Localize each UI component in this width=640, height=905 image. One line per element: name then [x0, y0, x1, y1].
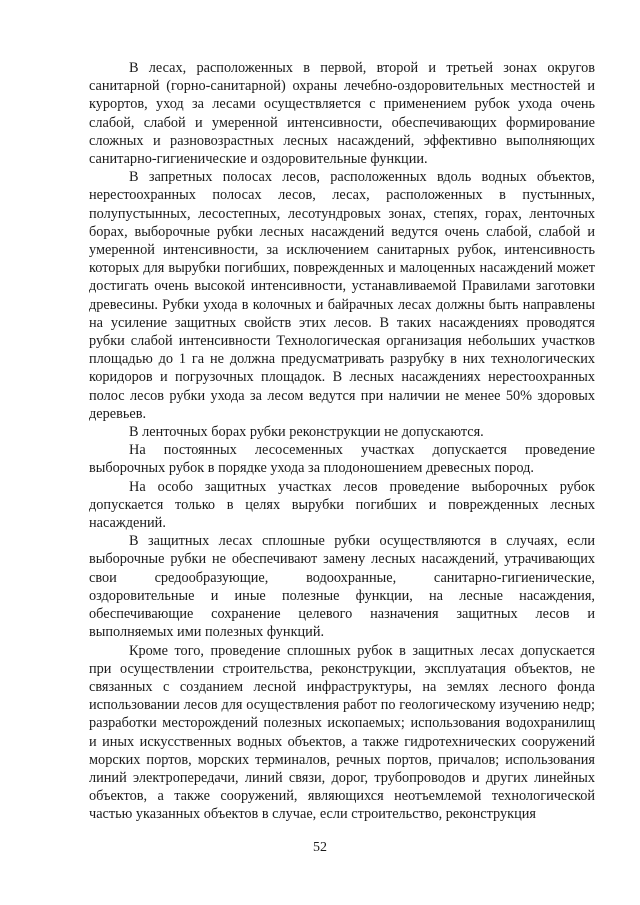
- paragraph-ribbon-forests: В ленточных борах рубки реконструкции не допускаются.: [129, 424, 484, 441]
- paragraph-sanitary-zones: В лесах, расположенных в первой, второй и третьей зонах округов санитарной (горно-санитарной) охраны лечебно-оздоровительных местностей и курортов, уход за лесами осуществляется с применением рубок ухода очень слабой, слабой и умеренной интенсивности, обеспечивающих формирование сложных и разновозрастных лесных насаждений, эффективно выполняющих санитарно-гигиенические и оздоровительные функции.: [89, 60, 595, 168]
- paragraph-construction-cutting: Кроме того, проведение сплошных рубок в защитных лесах допускается при осуществлении строительства, реконструкции, эксплуатация объектов, не связанных с созданием лесной инфраструктуры, на землях лесного фонда использовании лесов для осуществления работ по геологическому изучению недр; разработки месторождений полезных ископаемых; использования водохранилищ и иных искусственных водных объектов, а также гидротехнических сооружений морских портов, морских терминалов, речных портов, причалов; использования линий электропередачи, линий связи, дорог, трубопроводов и других линейных объектов, а также сооружений, являющихся неотъемлемой технологической частью указанных объектов в случае, если строительство, реконструкция: [89, 642, 595, 823]
- paragraph-special-protective-areas: На особо защитных участках лесов проведение выборочных рубок допускается только в целях вырубки погибших и поврежденных лесных насаждений.: [89, 478, 595, 532]
- document-body: [89, 59, 595, 824]
- paragraph-clear-cutting: В защитных лесах сплошные рубки осуществляются в случаях, если выборочные рубки не обеспечивают замену лесных насаждений, утрачивающих свои средообразующие, водоохранные, санитарно-гигиенические, оздоровительные и иные полезные функции, на лесные насаждения, обеспечивающие сохранение целевого назначения защитных лесов и выполняемых ими полезных функций.: [89, 533, 595, 641]
- paragraph-seed-plots: На постоянных лесосеменных участках допускается проведение выборочных рубок в порядке ухода за плодоношением древесных пород.: [89, 442, 595, 477]
- page-number: 52: [313, 840, 327, 855]
- paragraph-protective-strips: В запретных полосах лесов, расположенных вдоль водных объектов, нерестоохранных полосах лесов, лесах, расположенных в пустынных, полупустынных, лесостепных, лесотундровых зонах, степях, горах, ленточных борах, выборочные рубки лесных насаждений ведутся очень слабой, слабой и умеренной интенсивности, за исключением санитарных рубок, интенсивность которых для вырубки погибших, поврежденных и малоценных насаждений может достигать очень высокой интенсивности, устанавливаемой Правилами заготовки древесины. Рубки ухода в колочных и байрачных лесах должны быть направлены на усиление защитных свойств этих лесов. В таких насаждениях проводятся рубки слабой интенсивности Технологическая организация небольших участков площадью до 1 га не должна предусматривать разрубку в них технологических коридоров и погрузочных площадок. В лесных насаждениях нерестоохранных полос лесов рубки ухода за лесом ведутся при наличии не менее 50% здоровых деревьев.: [89, 169, 595, 422]
